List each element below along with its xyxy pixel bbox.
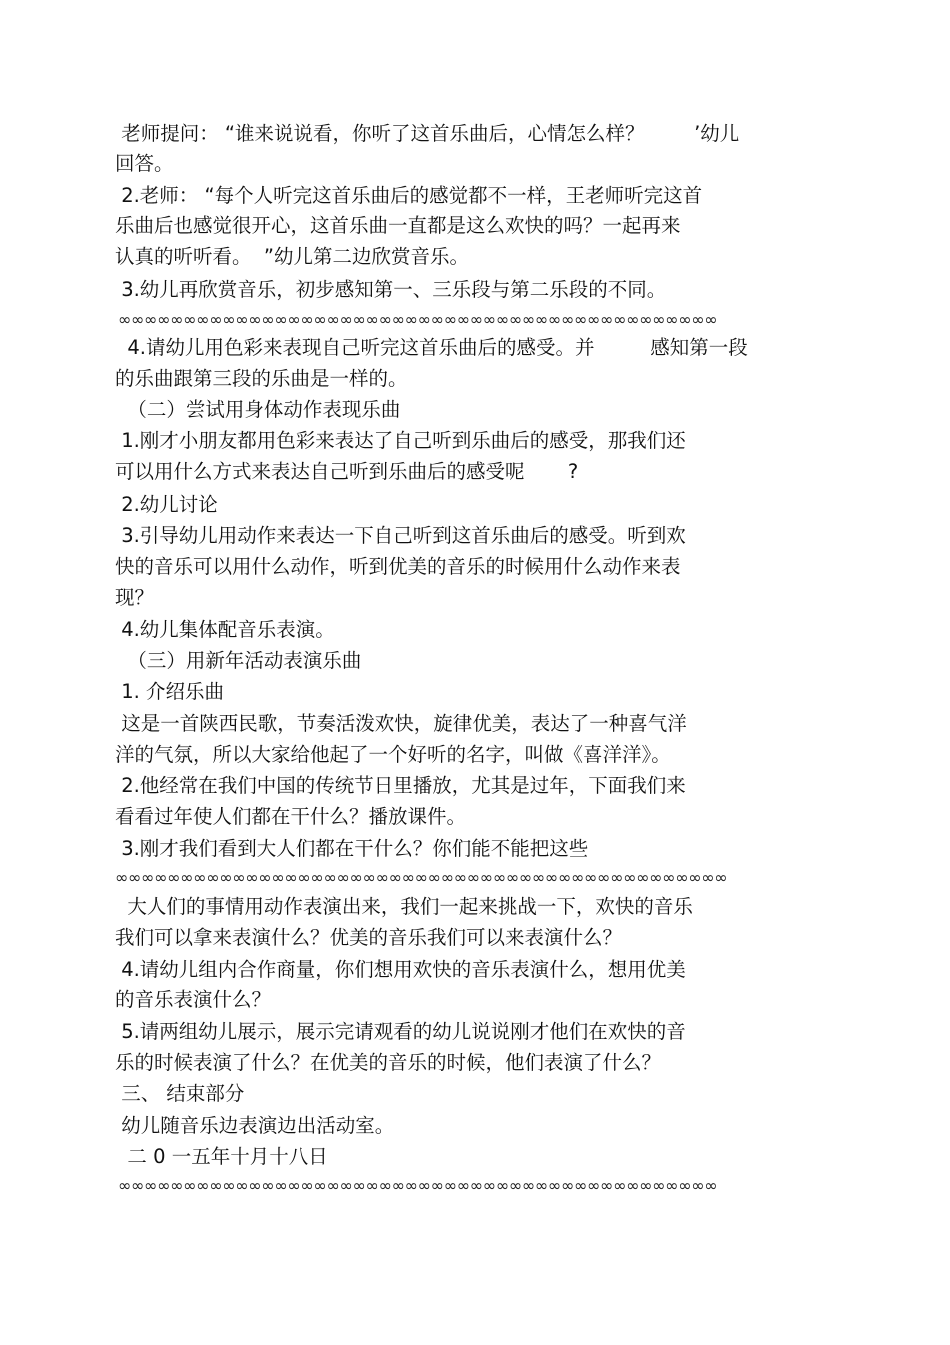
text-line: 现？	[115, 586, 155, 609]
text-line: 认真的听听看。 ”幼儿第二边欣赏音乐。	[115, 245, 469, 268]
divider-line: ∞∞∞∞∞∞∞∞∞∞∞∞∞∞∞∞∞∞∞∞∞∞∞∞∞∞∞∞∞∞∞∞∞∞∞∞∞∞∞∞∞∞∞∞∞∞	[118, 310, 718, 329]
text-line: 的音乐表演什么？	[115, 988, 272, 1011]
text-line: 快的音乐可以用什么动作，听到优美的音乐的时候用什么动作来表	[115, 555, 681, 578]
text-line: 2.幼儿讨论	[115, 493, 218, 516]
text-line: 3.幼儿再欣赏音乐，初步感知第一、三乐段与第二乐段的不同。	[115, 278, 667, 301]
text-line: 3.引导幼儿用动作来表达一下自己听到这首乐曲后的感受。听到欢	[115, 524, 686, 547]
text-line: 老师提问： “谁来说说看，你听了这首乐曲后，心情怎么样？ ’幼儿	[115, 122, 740, 145]
text-line: 2.他经常在我们中国的传统节日里播放，尤其是过年，下面我们来	[115, 774, 686, 797]
text-line: 大人们的事情用动作表演出来，我们一起来挑战一下，欢快的音乐	[115, 895, 693, 918]
text-line: 洋的气氛，所以大家给他起了一个好听的名字，叫做《喜洋洋》。	[115, 743, 671, 766]
text-line: 3.刚才我们看到大人们都在干什么？你们能不能把这些	[115, 837, 589, 860]
divider-line: ∞∞∞∞∞∞∞∞∞∞∞∞∞∞∞∞∞∞∞∞∞∞∞∞∞∞∞∞∞∞∞∞∞∞∞∞∞∞∞∞∞∞∞∞∞∞∞	[115, 868, 728, 887]
section-heading: 三、 结束部分	[115, 1082, 245, 1105]
text-line: 幼儿随音乐边表演边出活动室。	[115, 1114, 395, 1137]
text-line: 4.请幼儿组内合作商量，你们想用欢快的音乐表演什么，想用优美	[115, 958, 686, 981]
text-line: 2.老师： “每个人听完这首乐曲后的感觉都不一样，王老师听完这首	[115, 184, 703, 207]
text-line: 看看过年使人们都在干什么？播放课件。	[115, 805, 467, 828]
text-line: 4.请幼儿用色彩来表现自己听完这首乐曲后的感受。并 感知第一段	[115, 336, 748, 359]
section-heading: （三）用新年活动表演乐曲	[115, 649, 362, 672]
text-line: 这是一首陕西民歌，节奏活泼欢快，旋律优美，表达了一种喜气洋	[115, 712, 687, 735]
text-line: 5.请两组幼儿展示，展示完请观看的幼儿说说刚才他们在欢快的音	[115, 1020, 686, 1043]
text-line: 1. 介绍乐曲	[115, 680, 225, 703]
text-line: 可以用什么方式来表达自己听到乐曲后的感受呢 ?	[115, 460, 579, 483]
section-heading: （二）尝试用身体动作表现乐曲	[115, 398, 401, 421]
text-line: 我们可以拿来表演什么？优美的音乐我们可以来表演什么？	[115, 926, 623, 949]
text-line: 乐的时候表演了什么？在优美的音乐的时候，他们表演了什么？	[115, 1051, 662, 1074]
text-line: 回答。	[115, 152, 174, 175]
text-line: 1.刚才小朋友都用色彩来表达了自己听到乐曲后的感受，那我们还	[115, 429, 686, 452]
divider-line: ∞∞∞∞∞∞∞∞∞∞∞∞∞∞∞∞∞∞∞∞∞∞∞∞∞∞∞∞∞∞∞∞∞∞∞∞∞∞∞∞∞∞∞∞∞∞	[118, 1176, 718, 1195]
date-line: 二 0 一五年十月十八日	[115, 1145, 328, 1168]
text-line: 乐曲后也感觉很开心，这首乐曲一直都是这么欢快的吗？一起再来	[115, 214, 681, 237]
text-line: 4.幼儿集体配音乐表演。	[115, 618, 335, 641]
text-line: 的乐曲跟第三段的乐曲是一样的。	[115, 367, 408, 390]
